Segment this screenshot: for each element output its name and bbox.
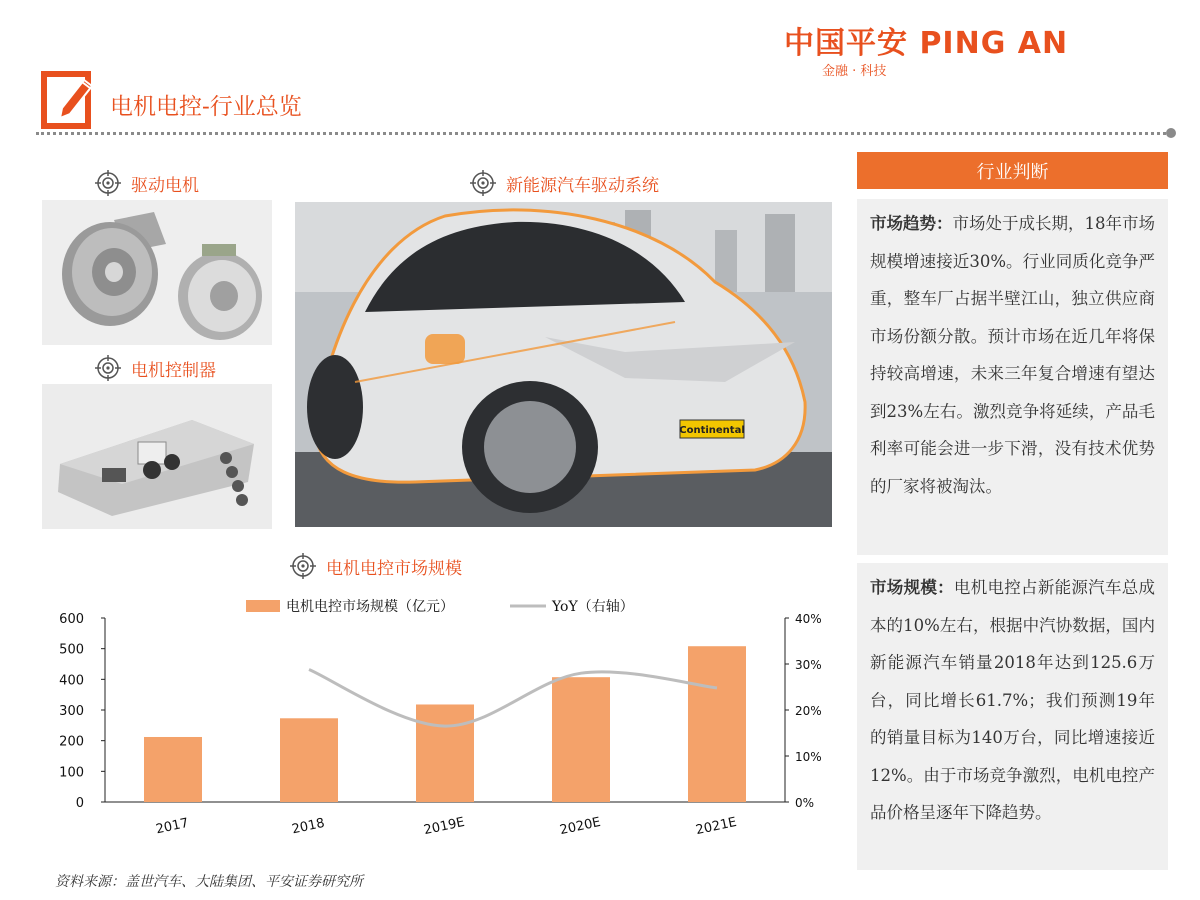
x-axis-tick-label: 2020E: [558, 814, 603, 839]
x-axis-tick-label: 2017: [154, 815, 191, 838]
section-label-system: [470, 170, 659, 196]
left-axis-tick-label: 0: [75, 796, 84, 811]
target-icon: [470, 170, 496, 196]
divider-end-dot: [1166, 128, 1176, 138]
market-trend-text: 市场处于成长期，18年市场规模增速接近30%。行业同质化竞争严重，整车厂占据半壁江山，独立供应商市场份额分散。预计市场在近几年将保持较高增速，未来三年复合增速有望达到23%左右。激烈竞争将延续，产品毛利率可能会进一步下滑，没有技术优势的厂家将被淘汰。: [870, 214, 1155, 496]
continental-badge: Continental: [679, 425, 745, 436]
ev-drive-system-car-photo: [295, 202, 832, 527]
market-size-chart: [40, 590, 840, 850]
left-axis-tick-label: 200: [59, 734, 84, 750]
logo-wordmark: 中国平安 PING AN: [784, 26, 1069, 61]
legend-swatch-bar: [246, 600, 280, 612]
x-axis-tick-label: 2021E: [694, 814, 739, 839]
bar-2017: [144, 737, 202, 802]
market-size-text: 电机电控占新能源汽车总成本的10%左右，根据中汽协数据，国内新能源汽车销量2018年达到125.6万台，同比增长61.7%；我们预测19年的销量目标为140万台，同比增速接近12%。由于市场竞争激烈，电机电控产品价格呈逐年下降趋势。: [870, 578, 1155, 822]
target-icon: [95, 170, 121, 196]
section-title: 驱动电机: [131, 175, 199, 196]
target-icon: [95, 355, 121, 381]
right-axis-tick-label: 40%: [795, 612, 822, 626]
section-label-market: [290, 553, 462, 579]
market-trend-block: [857, 199, 1168, 555]
section-label-motor: [95, 170, 199, 196]
industry-judgement-header: 行业判断: [857, 152, 1168, 189]
drive-motor-photo: [42, 200, 272, 345]
yoy-line: [309, 670, 717, 727]
right-axis-tick-label: 0%: [795, 796, 815, 810]
section-label-controller: [95, 355, 216, 381]
left-axis-tick-label: 500: [59, 642, 84, 658]
right-axis-tick-label: 20%: [795, 704, 822, 718]
legend-label-line: YoY（右轴）: [552, 599, 634, 615]
left-axis-tick-label: 100: [59, 765, 84, 781]
motor-controller-photo: [42, 384, 272, 529]
section-title: 电机电控市场规模: [326, 558, 462, 579]
pingan-logo: [784, 18, 1129, 80]
x-axis-tick-label: 2018: [290, 815, 327, 838]
bar-2018: [280, 718, 338, 802]
title-divider: [36, 132, 1166, 135]
legend-label-bar: 电机电控市场规模（亿元）: [286, 599, 454, 615]
logo-tagline: 金融 · 科技: [822, 64, 887, 79]
target-icon: [290, 553, 316, 579]
market-size-label: 市场规模：: [870, 578, 954, 597]
section-title: 新能源汽车驱动系统: [506, 175, 659, 196]
pencil-icon: [40, 68, 96, 130]
market-size-block: [857, 563, 1168, 870]
bar-2020E: [552, 677, 610, 802]
left-axis-tick-label: 300: [59, 704, 84, 719]
x-axis-tick-label: 2019E: [422, 814, 467, 839]
page-title: 电机电控-行业总览: [110, 94, 302, 120]
section-title: 电机控制器: [131, 360, 216, 381]
chart-legend: [246, 598, 634, 615]
bar-2019E: [416, 704, 474, 802]
market-trend-label: 市场趋势：: [870, 214, 953, 233]
right-axis-tick-label: 10%: [795, 750, 822, 764]
source-note: 资料来源：盖世汽车、大陆集团、平安证券研究所: [55, 874, 363, 890]
left-axis-tick-label: 400: [59, 673, 84, 689]
left-axis-tick-label: 600: [59, 612, 84, 627]
right-axis-tick-label: 30%: [795, 658, 822, 672]
bar-2021E: [688, 646, 746, 802]
